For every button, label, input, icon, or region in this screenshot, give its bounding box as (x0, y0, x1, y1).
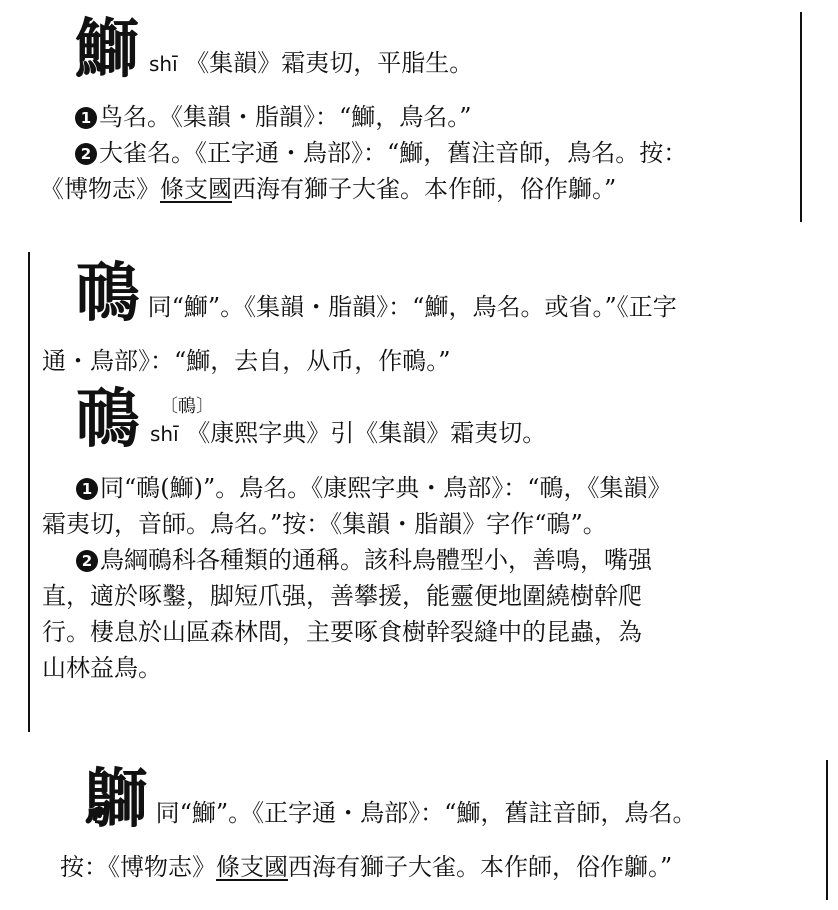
sense-1 (76, 470, 832, 506)
headword: 鰤 (75, 12, 139, 87)
sense-text: 鳥綱鳾科各種類的通稱。該科鳥體型小，善鳴，嘴强 (100, 546, 652, 574)
definition-text: 同“鰤”。《集韻・脂韻》：“鰤，鳥名。或省。”《正字 (147, 293, 677, 321)
sense-1-continued (42, 506, 832, 542)
definition-text: 按：《博物志》 (60, 853, 216, 881)
variant-form: 〔鳾〕 (160, 396, 214, 417)
sense-text: 鸟名。《集韻・脂韻》：“鰤，鳥名。” (99, 103, 472, 131)
definition-text: 通・鳥部》：“鰤，去自，从币，作鳾。” (42, 347, 451, 375)
definition-text: 同“鰤”。《正字通・鳥部》：“鰤，舊註音師，鳥名。 (155, 799, 697, 827)
column-rule-top-right (800, 12, 802, 222)
definition-text: 《集韻》霜夷切，平脂生。 (185, 49, 474, 77)
headword: 鶳 (84, 762, 148, 837)
sense-2-continued (40, 171, 687, 207)
sense-2 (76, 542, 832, 578)
entry-shi-variant (42, 256, 677, 379)
pronunciation: shī (150, 422, 179, 446)
column-rule-middle-left (28, 252, 30, 732)
sense-number: 2 (76, 550, 98, 572)
sense-text: 山林益鳥。 (42, 654, 162, 682)
column-rule-bottom-right (826, 760, 828, 900)
sense-number: 1 (75, 107, 97, 129)
sense-2-continued (42, 614, 832, 650)
definition-text: 西海有獅子大雀。本作師，俗作鶳。” (288, 853, 673, 881)
sense-2-continued (42, 578, 832, 614)
pronunciation: shī (149, 52, 178, 76)
headword: 鳾 (76, 382, 140, 457)
sense-text: 同“鳾(鰤)”。鳥名。《康熙字典・鳥部》：“鳾，《集韻》 (100, 474, 672, 502)
underlined-place-name: 條支國 (160, 175, 232, 203)
sense-number: 1 (76, 478, 98, 500)
sense-2-continued (42, 650, 832, 686)
sense-text: 《博物志》 (40, 175, 160, 203)
sense-text: 直，適於啄鑿，脚短爪强，善攀援，能靈便地圍繞樹幹爬 (42, 582, 642, 610)
sense-text: 西海有獅子大雀。本作師，俗作鶳。” (232, 175, 617, 203)
definition-continued (42, 343, 677, 379)
sense-text: 大雀名。《正字通・鳥部》：“鰤，舊注音師，鳥名。按： (99, 139, 688, 167)
sense-number: 2 (75, 143, 97, 165)
sense-1 (75, 99, 687, 135)
entry-shi-nuthatch (42, 382, 832, 686)
entry-shi-fish (40, 12, 688, 207)
sense-text: 霜夷切，音師。鳥名。”按：《集韻・脂韻》字作“鳾”。 (42, 510, 607, 538)
entry-shi-bird (60, 762, 697, 885)
sense-2 (75, 135, 687, 171)
headword: 鳾 (76, 256, 140, 331)
underlined-place-name: 條支國 (216, 853, 288, 881)
definition-text: 《康熙字典》引《集韻》霜夷切。 (186, 419, 547, 447)
sense-text: 行。棲息於山區森林間，主要啄食樹幹裂縫中的昆蟲，為 (42, 618, 642, 646)
definition-continued (60, 849, 696, 885)
